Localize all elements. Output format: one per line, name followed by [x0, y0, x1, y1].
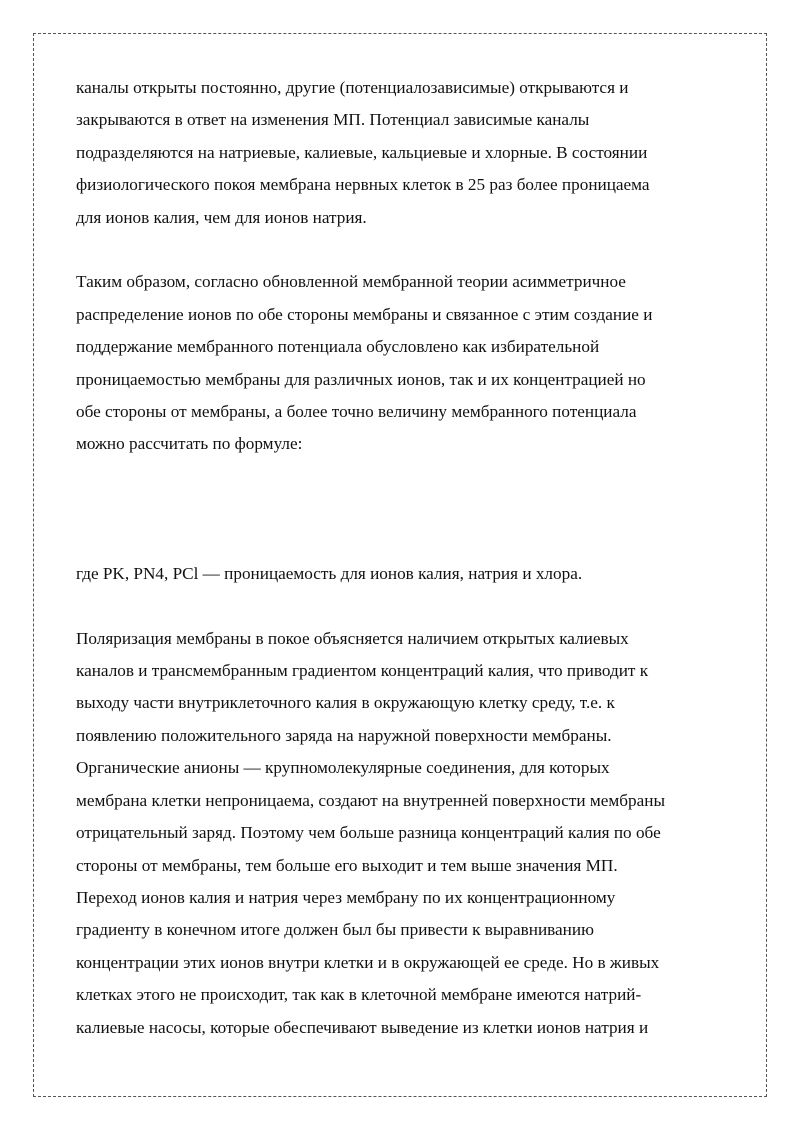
paragraph-gap	[76, 234, 736, 266]
paragraph-membrane-theory	[76, 266, 736, 460]
paragraph-ion-channels	[76, 72, 736, 234]
text-line: отрицательный заряд. Поэтому чем больше разница концентраций калия по обе	[76, 823, 661, 843]
paragraph-polarization	[76, 623, 736, 1044]
formula-placeholder	[76, 461, 736, 558]
text-line: проницаемостью мембраны для различных ионов, так и их концентрацией но	[76, 369, 646, 389]
text-line: концентрации этих ионов внутри клетки и в окружающей ее среде. Но в живых	[76, 952, 660, 972]
text-line: обе стороны от мембраны, а более точно величину мембранного потенциала	[76, 402, 637, 422]
text-line: калиевые насосы, которые обеспечивают выведение из клетки ионов натрия и	[76, 1017, 649, 1037]
text-line: выходу части внутриклеточного калия в окружающую клетку среду, т.е. к	[76, 693, 615, 713]
text-line: мембрана клетки непроницаема, создают на внутренней поверхности мембраны	[76, 790, 665, 810]
text-line: распределение ионов по обе стороны мембраны и связанное с этим создание и	[76, 304, 653, 324]
document-body	[76, 72, 736, 1044]
text-line: закрываются в ответ на изменения МП. Потенциал зависимые каналы	[76, 110, 590, 130]
text-line: для ионов калия, чем для ионов натрия.	[76, 207, 367, 227]
text-line: каналы открыты постоянно, другие (потенциалозависимые) открываются и	[76, 78, 629, 97]
text-line: градиенту в конечном итоге должен был бы привести к выравниванию	[76, 920, 594, 940]
text-line: Переход ионов калия и натрия через мембрану по их концентрационному	[76, 887, 616, 907]
paragraph-permeability-legend	[76, 558, 736, 590]
text-line: подразделяются на натриевые, калиевые, кальциевые и хлорные. В состоянии	[76, 142, 648, 162]
text-line: можно рассчитать по формуле:	[76, 434, 303, 454]
text-line: поддержание мембранного потенциала обусловлено как избирательной	[76, 337, 600, 357]
text-line: где PK, PN4, PCl — проницаемость для ионов калия, натрия и хлора.	[76, 563, 583, 583]
text-line: Поляризация мембраны в покое объясняется наличием открытых калиевых	[76, 628, 629, 648]
text-line: каналов и трансмембранным градиентом концентраций калия, что приводит к	[76, 661, 649, 681]
text-line: Органические анионы — крупномолекулярные соединения, для которых	[76, 758, 610, 778]
text-line: клетках этого не происходит, так как в клеточной мембране имеются натрий-	[76, 985, 642, 1005]
text-line: физиологического покоя мембрана нервных клеток в 25 раз более проницаема	[76, 175, 650, 195]
text-line: стороны от мембраны, тем больше его выходит и тем выше значения МП.	[76, 855, 618, 875]
text-line: Таким образом, согласно обновленной мембранной теории асимметричное	[76, 272, 626, 292]
paragraph-gap	[76, 590, 736, 622]
text-line: появлению положительного заряда на наружной поверхности мембраны.	[76, 725, 612, 745]
